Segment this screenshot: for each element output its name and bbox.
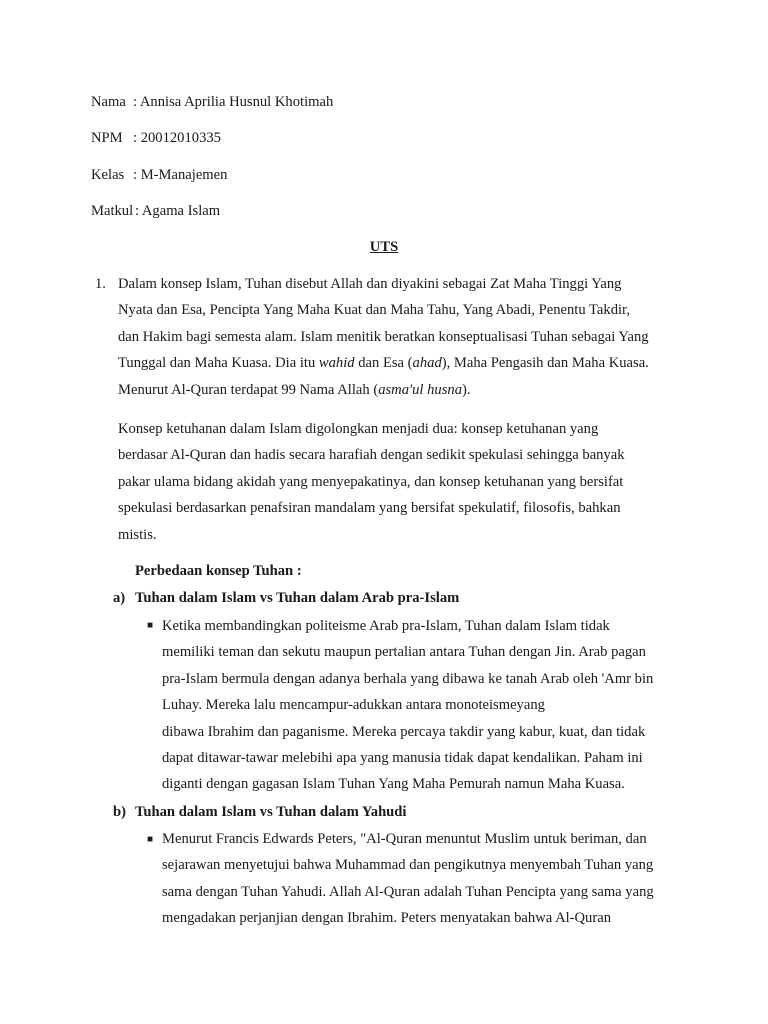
perbedaan-heading: Perbedaan konsep Tuhan : xyxy=(135,563,302,579)
question-number: 1. xyxy=(95,276,106,292)
bullet-line: memiliki teman dan sekutu maupun pertalian antara Tuhan dengan Jin. Arab pagan xyxy=(162,644,646,661)
section-a-marker: a) xyxy=(113,590,126,606)
bullet-icon: ■ xyxy=(147,620,154,631)
section-b-marker: b) xyxy=(113,804,126,820)
q1-line: Tunggal dan Maha Kuasa. Dia itu wahid dan Esa (ahad), Maha Pengasih dan Maha Kuasa. xyxy=(118,355,649,372)
bullet-line: sejarawan menyetujui bahwa Muhammad dan pengikutnya menyembah Tuhan yang xyxy=(162,857,654,874)
bullet-line: mengadakan perjanjian dengan Ibrahim. Peters menyatakan bahwa Al-Quran xyxy=(162,910,611,927)
bullet-line: Luhay. Mereka lalu mencampur-adukkan antara monoteismeyang xyxy=(162,697,545,714)
section-b-bullet-text xyxy=(162,826,654,932)
section-a-heading: Tuhan dalam Islam vs Tuhan dalam Arab pra-Islam xyxy=(135,590,460,606)
matkul-value: : Agama Islam xyxy=(135,203,221,219)
bullet-line: diganti dengan gagasan Islam Tuhan Yang Maha Pemurah namun Maha Kuasa. xyxy=(162,776,625,793)
paragraph-line: Konsep ketuhanan dalam Islam digolongkan menjadi dua: konsep ketuhanan yang xyxy=(118,421,599,437)
asmaul-husna-term: asma'ul husna xyxy=(378,381,462,398)
q1-line: Dalam konsep Islam, Tuhan disebut Allah dan diyakini sebagai Zat Maha Tinggi Yang xyxy=(118,276,622,292)
ahad-term: ahad xyxy=(412,355,442,372)
matkul-label: Matkul xyxy=(91,203,134,219)
section-a-bullet-text xyxy=(162,613,653,798)
question-1-paragraph xyxy=(118,271,649,403)
npm-label: NPM xyxy=(91,130,123,146)
nama-value: : Annisa Aprilia Husnul Khotimah xyxy=(133,94,334,110)
concept-paragraph xyxy=(118,416,625,548)
bullet-line: dibawa Ibrahim dan paganisme. Mereka percaya takdir yang kabur, kuat, dan tidak xyxy=(162,723,646,740)
paragraph-line: mistis. xyxy=(118,526,157,543)
bullet-line: dapat ditawar-tawar melebihi apa yang manusia tidak dapat kendalikan. Paham ini xyxy=(162,750,643,767)
bullet-line: pra-Islam bermula dengan adanya berhala yang dibawa ke tanah Arab oleh 'Amr bin xyxy=(162,670,654,687)
bullet-line: Menurut Francis Edwards Peters, "Al-Quran menuntut Muslim untuk beriman, dan xyxy=(162,831,647,847)
section-b-heading: Tuhan dalam Islam vs Tuhan dalam Yahudi xyxy=(135,804,407,820)
q1-line: dan Hakim bagi semesta alam. Islam menitik beratkan konseptualisasi Tuhan sebagai Yang xyxy=(118,328,649,345)
q1-line: Menurut Al-Quran terdapat 99 Nama Allah (asma'ul husna). xyxy=(118,381,471,398)
paragraph-line: spekulasi berdasarkan penafsiran mandalam yang bersifat spekulatif, filosofis, bahkan xyxy=(118,500,621,517)
kelas-value: : M-Manajemen xyxy=(133,167,228,183)
nama-label: Nama xyxy=(91,94,126,110)
bullet-icon: ■ xyxy=(147,834,154,845)
document-title: UTS xyxy=(369,239,399,255)
q1-line: Nyata dan Esa, Pencipta Yang Maha Kuat dan Maha Tahu, Yang Abadi, Penentu Takdir, xyxy=(118,302,630,319)
npm-value: : 20012010335 xyxy=(133,130,221,146)
wahid-term: wahid xyxy=(318,355,355,372)
bullet-line: Ketika membandingkan politeisme Arab pra-Islam, Tuhan dalam Islam tidak xyxy=(162,618,610,634)
kelas-label: Kelas xyxy=(91,167,125,183)
bullet-line: sama dengan Tuhan Yahudi. Allah Al-Quran adalah Tuhan Pencipta yang sama yang xyxy=(162,883,654,900)
paragraph-line: pakar ulama bidang akidah yang menyepakatinya, dan konsep ketuhanan yang bersifat xyxy=(118,473,624,490)
paragraph-line: berdasar Al-Quran dan hadis secara harafiah dengan sedikit spekulasi sehingga banyak xyxy=(118,447,625,464)
